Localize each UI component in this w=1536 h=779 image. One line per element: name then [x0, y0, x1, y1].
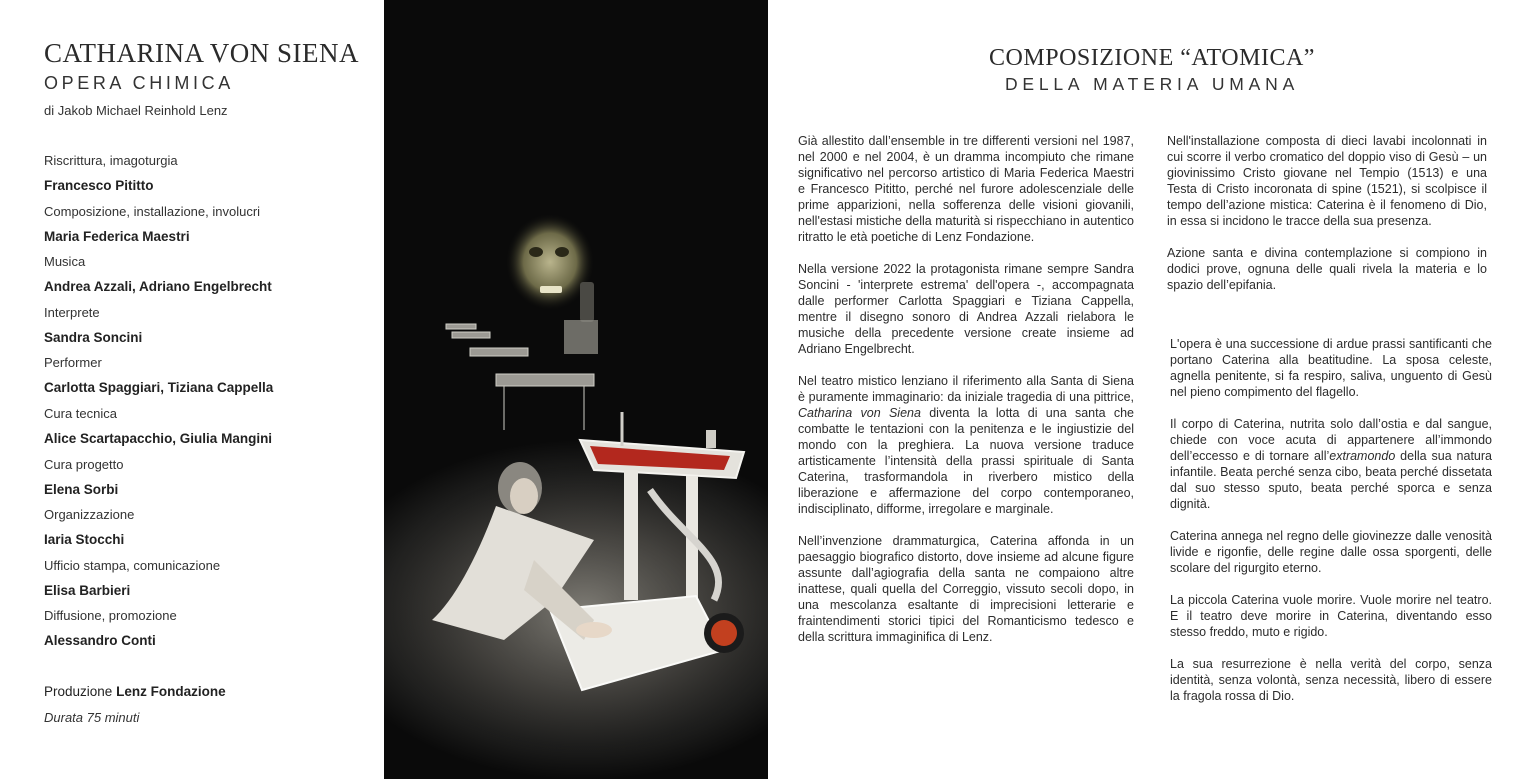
credit-role: Cura tecnica: [44, 405, 117, 421]
credit-role: Musica: [44, 254, 86, 270]
italic-word: extramondo: [1329, 449, 1396, 463]
author-line: di Jakob Michael Reinhold Lenz: [44, 103, 228, 118]
credit-name: Alice Scartapacchio, Giulia Mangini: [44, 430, 273, 446]
credit-entry: [44, 151, 273, 202]
credit-role: Organizzazione: [44, 507, 135, 523]
credit-name: Maria Federica Maestri: [44, 228, 190, 244]
credit-role: Ufficio stampa, comunicazione: [44, 557, 221, 573]
production-line: [44, 684, 226, 699]
credit-entry: [44, 202, 273, 253]
credit-name: Francesco Pititto: [44, 178, 154, 193]
stage-photo: [384, 0, 768, 779]
credit-entry: [44, 404, 273, 455]
essay-subtitle: DELLA MATERIA UMANA: [1004, 74, 1300, 94]
credit-role: Riscrittura, imagoturgia: [44, 153, 178, 168]
credit-name: Alessandro Conti: [44, 633, 156, 649]
paragraph: Azione santa e divina contemplazione si compiono in dodici prove, ognuna delle quali rivela la materia e lo spazio dell’epifania.: [1167, 246, 1487, 292]
credit-name: Sandra Soncini: [44, 329, 143, 345]
paragraph: La sua resurrezione è nella verità del corpo, senza identità, senza volontà, senza necessità, libero di essere la fragola rossa di Dio.: [1170, 657, 1492, 703]
credit-role: Composizione, installazione, involucri: [44, 203, 261, 219]
paragraph: L'opera è una successione di ardue prassi santificanti che portano Caterina alla beatitudine. La sposa celeste, agnella penitente, si fa respiro, saliva, unguento di Gesù nel pieno compimento del flagello.: [1170, 337, 1492, 399]
credit-name: Elena Sorbi: [44, 481, 119, 497]
credit-entry: [44, 556, 273, 607]
essay-title: COMPOSIZIONE “ATOMICA”: [989, 45, 1315, 71]
paragraph: Nell'installazione composta di dieci lavabi incolonnati in cui scorre il verbo cromatico del doppio viso di Gesù – un giovinissimo Cristo giovane nel Tempio (1513) e una Testa di Cristo incoronata di spine (1521), si scolpisce il tempo dell’azione mistica: Caterina è il fenomeno di Dio, in essa si incidono le tracce della sua presenza.: [1167, 134, 1487, 228]
credit-entry: [44, 353, 273, 404]
paragraph: Nel teatro mistico lenziano il riferimento alla Santa di Siena è puramente immaginario: da iniziale tragedia di una pittrice, Catharina von Siena diventa la lotta di una santa che combatte le tentazioni con la penitenza e le ingiustizie del mondo con la preghiera. La nuova versione traduce artisticamente l’intensità della prassi spirituale di Santa Caterina, trasformandola in riverbero mistico della liberazione e affermazione del corpo contemporaneo, indisciplinato, difforme, irregolare e marginale.: [798, 374, 1134, 516]
credit-entry: [44, 606, 273, 657]
distant-figure: [580, 282, 594, 322]
production-label: Produzione: [44, 684, 113, 699]
show-subtitle: OPERA CHIMICA: [44, 73, 234, 93]
text-column-1: [798, 133, 1134, 645]
paragraph: La piccola Caterina vuole morire. Vuole morire nel teatro. E il teatro deve morire in Caterina, diventando esso stesso freddo, muto e rigido.: [1170, 593, 1492, 639]
credit-name: Elisa Barbieri: [44, 582, 131, 598]
credit-name: Carlotta Spaggiari, Tiziana Cappella: [44, 380, 274, 396]
show-title: CATHARINA VON SIENA: [44, 38, 360, 68]
paragraph: Caterina annega nel regno delle giovinezze dalle venosità livide e rigonfie, delle regine dalle ossa sporgenti, delle scolare del rigurgito eterno.: [1170, 529, 1492, 575]
credits-page: [0, 0, 384, 779]
work-title-italic: Catharina von Siena: [798, 406, 921, 420]
credit-name: Iaria Stocchi: [44, 532, 125, 548]
duration-line: Durata 75 minuti: [44, 710, 140, 725]
credit-entry: [44, 455, 273, 506]
credit-entry: [44, 505, 273, 556]
paragraph: Il corpo di Caterina, nutrita solo dall’ostia e dal sangue, chiede con voce acuta di appartenere all’immondo dell’eccesso e di tornare all’extramondo della sua natura infantile. Beata perché senza cibo, beata perché dissetata dal suo stesso sputo, beata perché sporca e senza dignità.: [1170, 417, 1492, 511]
stage-photo-illustration: [384, 0, 768, 779]
text-column-3: [1170, 336, 1492, 704]
essay-page: [768, 0, 1536, 779]
credit-entry: [44, 252, 273, 303]
credit-role: Interprete: [44, 304, 100, 320]
credit-name: Andrea Azzali, Adriano Engelbrecht: [44, 279, 272, 295]
credit-role: Diffusione, promozione: [44, 608, 177, 624]
production-name: Lenz Fondazione: [116, 684, 226, 699]
credit-role: Performer: [44, 355, 102, 371]
credits-list: [44, 151, 273, 657]
paragraph: Già allestito dall’ensemble in tre differenti versioni nel 1987, nel 2000 e nel 2004, è un dramma incompiuto che rimane significativo nel percorso artistico di Maria Federica Maestri e Francesco Pititto, perché nel furore adolescenziale delle prime apparizioni, nella sofferenza delle visioni giovanili, nell'estasi mistiche della maturità si rispecchiano in autentico ritratto le età poetiche di Lenz Fondazione.: [798, 134, 1134, 244]
paragraph: Nella versione 2022 la protagonista rimane sempre Sandra Soncini - 'interprete estrema' dell'opera -, accompagnata dalle performer Carlotta Spaggiari e Tiziana Cappella, mentre il disegno sonoro di Andrea Azzali rielabora le musiche della precedente versione create insieme ad Adriano Engelbrecht.: [798, 262, 1134, 356]
text-column-2: [1167, 133, 1487, 293]
credit-entry: [44, 303, 273, 354]
paragraph: Nell’invenzione drammaturgica, Caterina affonda in un paesaggio biografico distorto, dove insieme ad alcune figure assunte dall’agiografia della santa ne compaiono altre inattese, quali quella del Correggio, vissuto secoli dopo, in una mescolanza esaltante di imprecisioni letterarie e fraintendimenti storici tipici del Romanticismo tedesco e della scrittura immaginifica di Lenz.: [798, 534, 1134, 644]
credit-role: Cura progetto: [44, 456, 124, 472]
